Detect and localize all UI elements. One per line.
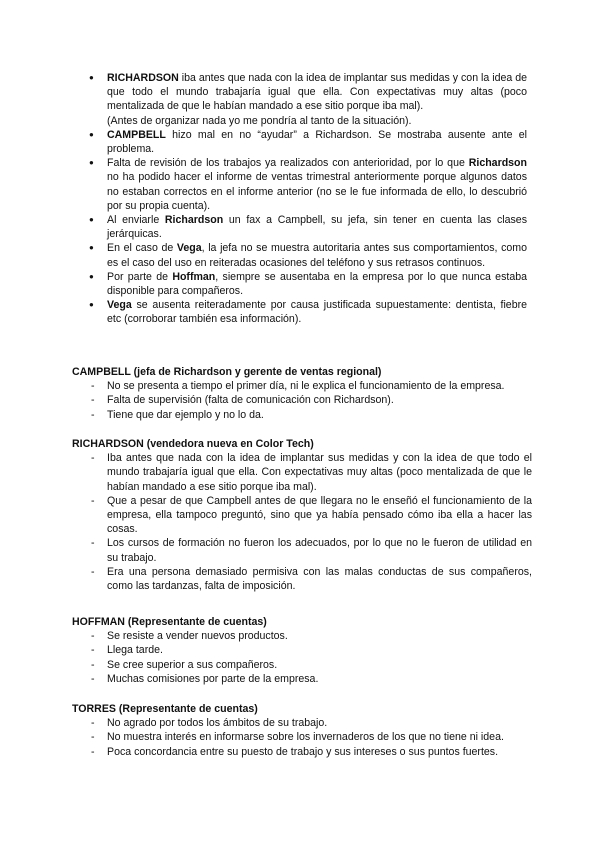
bullet-item <box>107 298 527 326</box>
bullet-text: iba antes que nada con la idea de implantar sus medidas y con la idea de que todo el mundo trabajaría igual que ella. Con expectativas muy altas (poco mentalizada de que le habían mandado a ese sitio porque iba mal). <box>107 72 527 113</box>
list-item: - No muestra interés en informarse sobre los invernaderos de los que no tiene ni idea. <box>72 730 532 744</box>
bullet-bold: CAMPBELL <box>107 128 166 141</box>
bullet-item <box>107 156 527 213</box>
section-heading: TORRES (Representante de cuentas) <box>72 703 258 715</box>
section-torres <box>72 702 532 759</box>
bullet-text: hizo mal en no “ayudar” a Richardson. Se mostraba ausente ante el problema. <box>107 128 527 156</box>
bullet-bold: Vega <box>107 299 132 312</box>
section-hoffman <box>72 615 532 686</box>
list-item: - No se presenta a tiempo el primer día, ni le explica el funcionamiento de la empresa. <box>72 379 532 393</box>
section-campbell <box>72 365 532 422</box>
section-heading: HOFFMAN (Representante de cuentas) <box>72 616 267 628</box>
bullet-bold: Hoffman <box>172 270 216 283</box>
bullet-text: no ha podido hacer el informe de ventas trimestral anteriormente porque algunos datos no estaban correctos en el informe anterior (no se le fue informada de ello, lo descubrió por su propia cuenta). <box>107 171 527 212</box>
list-item: - Se resiste a vender nuevos productos. <box>72 629 532 643</box>
list-item: - Muchas comisiones por parte de la empresa. <box>72 672 532 686</box>
bullet-text: , la jefa no se muestra autoritaria antes sus comportamientos, como es el caso del uso en reiteradas ocasiones del teléfono y sus retrasos continuos. <box>107 242 527 269</box>
bullet-note: (Antes de organizar nada yo me pondría al tanto de la situación). <box>107 114 412 127</box>
bullet-text: , siempre se ausentaba en la empresa por lo que nunca estaba disponible para compañeros. <box>107 270 527 298</box>
list-item: - Tiene que dar ejemplo y no lo da. <box>72 408 532 422</box>
bullet-text: Al enviarle <box>107 214 165 227</box>
bullet-item <box>107 213 527 241</box>
bullet-bold: Richardson <box>164 214 224 227</box>
section-heading: RICHARDSON (vendedora nueva en Color Tech) <box>72 438 314 450</box>
list-item: - Llega tarde. <box>72 643 532 657</box>
list-item: - Que a pesar de que Campbell antes de que llegara no le enseñó el funcionamiento de la empresa, ella tampoco preguntó, sino que ya había pensado cómo iba ella a hacer las cosas. <box>72 494 532 537</box>
bullet-text: En el caso de <box>107 242 177 255</box>
dash-list <box>72 716 532 759</box>
section-richardson <box>72 437 532 593</box>
bullet-bold: Richardson <box>468 157 527 170</box>
bullet-bold: RICHARDSON <box>107 72 179 84</box>
bullet-text: Por parte de <box>107 270 173 283</box>
bullet-item <box>107 241 527 269</box>
intro-bullet-list <box>107 71 527 327</box>
list-item: - Poca concordancia entre su puesto de trabajo y sus intereses o sus puntos fuertes. <box>72 745 532 759</box>
bullet-bold: Vega <box>176 242 202 255</box>
list-item: - Falta de supervisión (falta de comunicación con Richardson). <box>72 393 532 407</box>
list-item: - No agrado por todos los ámbitos de su trabajo. <box>72 716 532 730</box>
dash-list <box>72 451 532 593</box>
list-item: - Se cree superior a sus compañeros. <box>72 658 532 672</box>
bullet-item <box>107 270 527 298</box>
bullet-text: se ausenta reiteradamente por causa justificada supuestamente: dentista, fiebre etc (corroborar también esa información). <box>107 299 527 326</box>
list-item: - Era una persona demasiado permisiva con las malas conductas de sus compañeros, como las tardanzas, falta de imposición. <box>72 565 532 593</box>
section-heading: CAMPBELL (jefa de Richardson y gerente de ventas regional) <box>72 366 382 378</box>
bullet-text: Falta de revisión de los trabajos ya realizados con anterioridad, por lo que <box>107 157 469 170</box>
dash-list <box>72 629 532 686</box>
list-item: - Iba antes que nada con la idea de implantar sus medidas y con la idea de que todo el mundo trabajaría igual que ella. Con expectativas muy altas (poco mentalizada de que le habían mandado a ese sitio porque iba mal). <box>72 451 532 494</box>
bullet-item <box>107 128 527 156</box>
bullet-item <box>107 71 527 128</box>
list-item: - Los cursos de formación no fueron los adecuados, por lo que no le fueron de utilidad en su trabajo. <box>72 536 532 564</box>
bullet-text: un fax a Campbell, su jefa, sin tener en cuenta las clases jerárquicas. <box>107 214 528 241</box>
dash-list <box>72 379 532 422</box>
